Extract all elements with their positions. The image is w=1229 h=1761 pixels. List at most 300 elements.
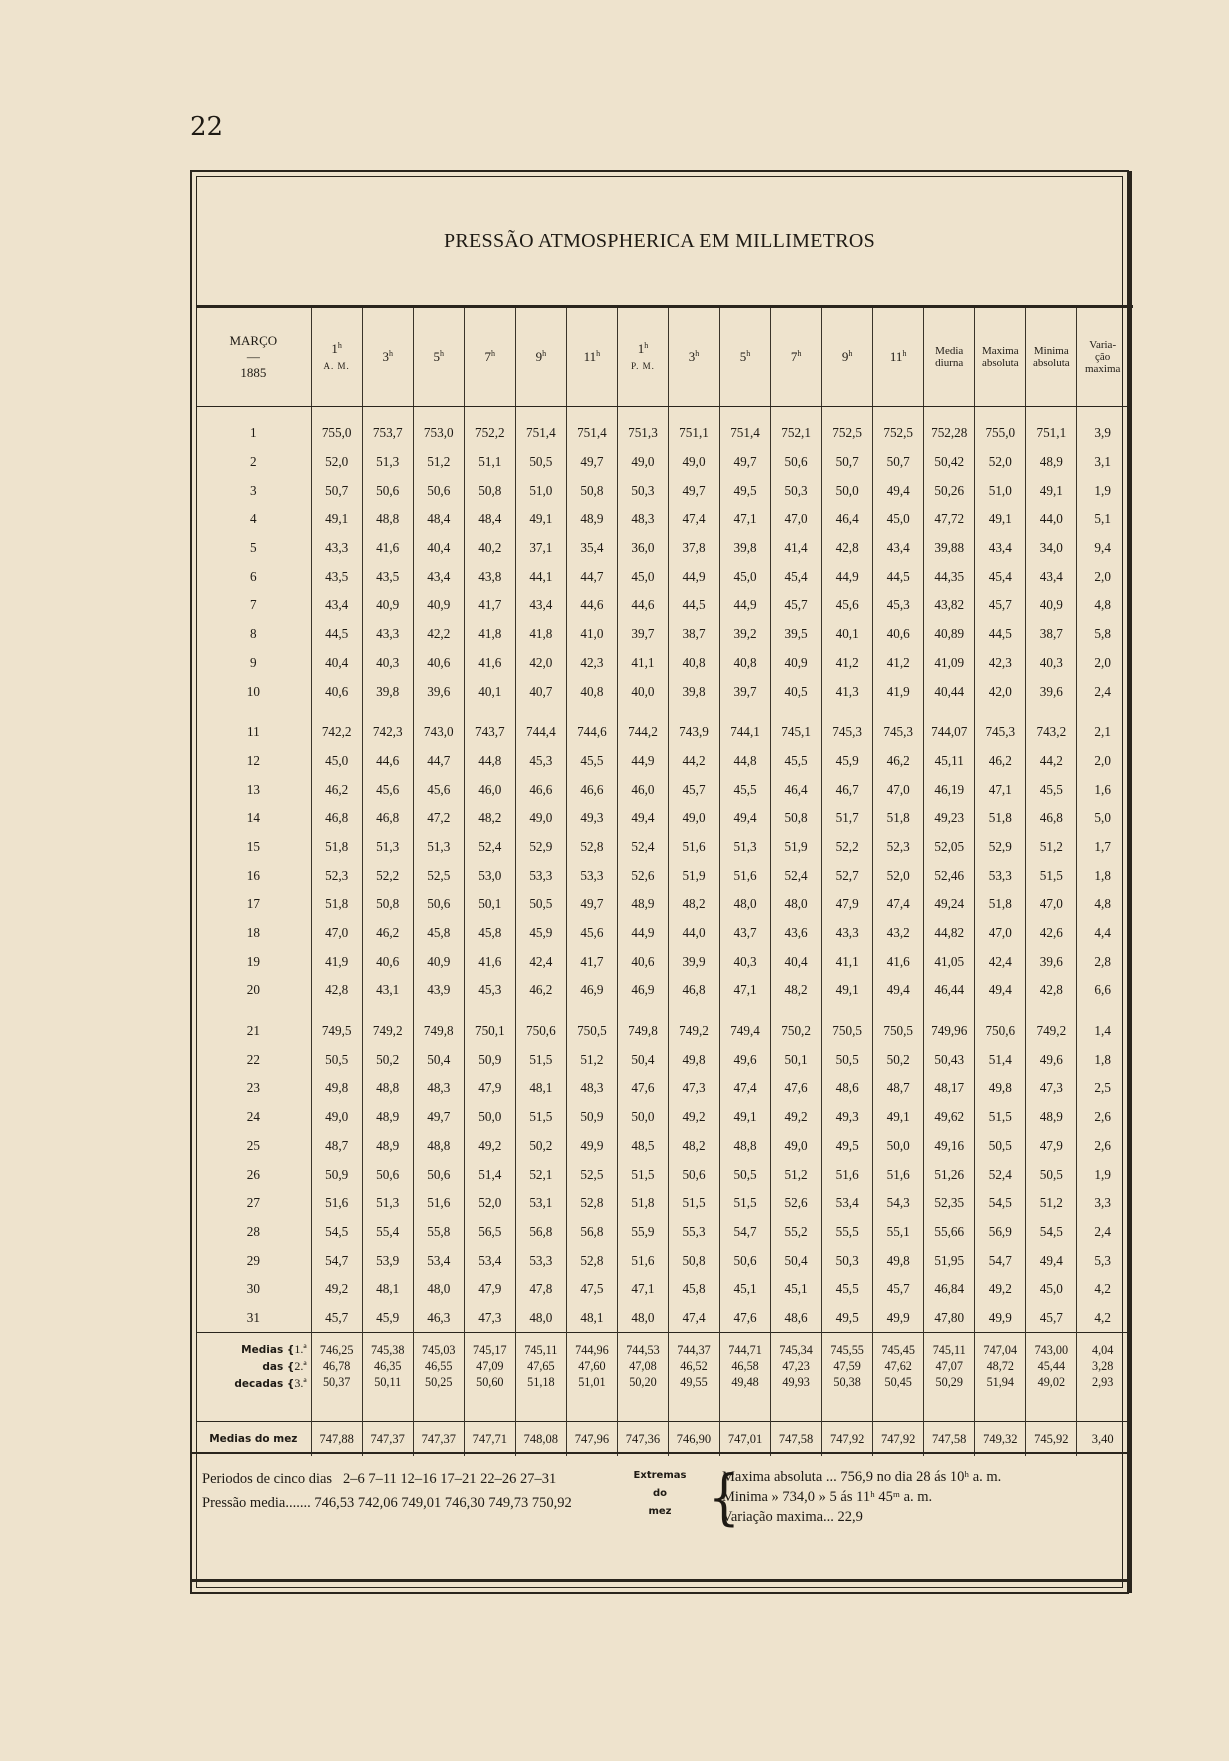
decade-mean-cell: 745,38 46,35 50,11 [362,1333,413,1400]
value-cell: 3,3 [1077,1189,1128,1218]
value-cell: 47,3 [668,1074,719,1103]
value-cell: 49,1 [515,505,566,534]
value-cell: 40,8 [720,649,771,678]
value-cell: 40,8 [566,677,617,706]
day-cell: 25 [246,1137,260,1153]
day-cell: 30 [246,1281,260,1297]
value-cell: 52,2 [362,861,413,890]
value-cell: 40,6 [617,947,668,976]
extremas-var: Variação maxima... 22,9 [722,1509,863,1525]
month-mean-cell: 747,36 [617,1422,668,1457]
day-cell: 17 [246,896,260,912]
day-cell: 6 [250,568,257,584]
value-cell: 5,8 [1077,620,1128,649]
value-cell: 41,6 [464,947,515,976]
table-row [196,1074,1128,1103]
value-cell: 49,1 [822,976,873,1005]
value-cell: 45,11 [924,747,975,776]
extremas-block [722,1467,1001,1527]
header-row [196,308,1128,407]
decade-mean-cell: 744,53 47,08 50,20 [617,1333,668,1400]
table-row [196,919,1128,948]
value-cell: 49,4 [975,976,1026,1005]
value-cell: 50,26 [924,476,975,505]
value-cell: 40,9 [771,649,822,678]
value-cell: 45,1 [771,1275,822,1304]
value-cell: 49,4 [1026,1246,1077,1275]
value-cell: 48,0 [413,1275,464,1304]
value-cell: 751,4 [720,419,771,448]
value-cell: 54,3 [873,1189,924,1218]
value-cell: 45,7 [975,591,1026,620]
value-cell: 42,4 [515,947,566,976]
value-cell: 51,6 [311,1189,362,1218]
value-cell: 42,8 [1026,976,1077,1005]
value-cell: 54,7 [975,1246,1026,1275]
value-cell: 45,7 [771,591,822,620]
value-cell: 45,5 [771,747,822,776]
value-cell: 47,1 [617,1275,668,1304]
value-cell: 51,5 [1026,861,1077,890]
table-row [196,505,1128,534]
value-cell: 749,8 [413,1017,464,1046]
value-cell: 39,6 [1026,947,1077,976]
value-cell: 46,9 [566,976,617,1005]
value-cell: 51,2 [1026,833,1077,862]
periods-block [202,1467,572,1515]
value-cell: 40,1 [822,620,873,649]
value-cell: 50,2 [362,1045,413,1074]
header-col-3am: 3$^h$ [362,308,413,407]
value-cell: 47,4 [720,1074,771,1103]
value-cell: 54,7 [720,1218,771,1247]
table-row [196,1103,1128,1132]
value-cell: 751,1 [1026,419,1077,448]
value-cell: 744,6 [566,718,617,747]
value-cell: 46,84 [924,1275,975,1304]
day-cell: 3 [250,482,257,498]
day-cell: 4 [250,511,257,527]
value-cell: 50,3 [771,476,822,505]
value-cell: 46,6 [515,775,566,804]
value-cell: 43,82 [924,591,975,620]
value-cell: 45,0 [873,505,924,534]
value-cell: 48,9 [1026,448,1077,477]
value-cell: 40,2 [464,534,515,563]
value-cell: 44,8 [464,747,515,776]
table-row [196,1218,1128,1247]
value-cell: 41,6 [362,534,413,563]
value-cell: 51,2 [566,1045,617,1074]
value-cell: 48,9 [1026,1103,1077,1132]
value-cell: 46,3 [413,1304,464,1333]
value-cell: 749,4 [720,1017,771,1046]
value-cell: 48,2 [668,890,719,919]
value-cell: 44,6 [617,591,668,620]
value-cell: 44,5 [311,620,362,649]
value-cell: 42,0 [975,677,1026,706]
header-month-label: MARÇO [229,333,278,348]
value-cell: 46,2 [873,747,924,776]
month-mean-cell: 747,88 [311,1422,362,1457]
value-cell: 2,0 [1077,649,1128,678]
value-cell: 46,8 [362,804,413,833]
value-cell: 46,8 [668,976,719,1005]
decade-mean-cell: 746,25 46,78 50,37 [311,1333,362,1400]
value-cell: 47,2 [413,804,464,833]
footer-rule [192,1452,1127,1454]
table-frame [190,170,1129,1594]
value-cell: 2,0 [1077,562,1128,591]
header-minima: Minima absoluta [1026,308,1077,407]
value-cell: 47,6 [720,1304,771,1333]
header-col-11am: 11$^h$ [566,308,617,407]
value-cell: 47,4 [668,1304,719,1333]
value-cell: 51,6 [720,861,771,890]
value-cell: 51,3 [362,1189,413,1218]
page-number: 22 [190,112,224,142]
value-cell: 39,8 [720,534,771,563]
value-cell: 744,1 [720,718,771,747]
value-cell: 2,6 [1077,1132,1128,1161]
value-cell: 51,5 [515,1045,566,1074]
value-cell: 46,8 [311,804,362,833]
value-cell: 47,0 [771,505,822,534]
value-cell: 40,7 [515,677,566,706]
value-cell: 755,0 [311,419,362,448]
value-cell: 41,6 [464,649,515,678]
value-cell: 43,3 [311,534,362,563]
value-cell: 42,3 [975,649,1026,678]
value-cell: 49,9 [566,1132,617,1161]
value-cell: 51,1 [464,448,515,477]
value-cell: 2,1 [1077,718,1128,747]
value-cell: 742,2 [311,718,362,747]
value-cell: 51,9 [771,833,822,862]
value-cell: 47,4 [668,505,719,534]
value-cell: 39,5 [771,620,822,649]
value-cell: 749,2 [1026,1017,1077,1046]
value-cell: 50,6 [771,448,822,477]
decade-mean-cell: 745,11 47,65 51,18 [515,1333,566,1400]
value-cell: 50,0 [617,1103,668,1132]
value-cell: 37,1 [515,534,566,563]
value-cell: 50,6 [720,1246,771,1275]
value-cell: 48,3 [413,1074,464,1103]
value-cell: 51,4 [975,1045,1026,1074]
value-cell: 43,4 [873,534,924,563]
header-year: 1885 [240,365,267,380]
value-cell: 51,2 [413,448,464,477]
value-cell: 44,1 [515,562,566,591]
value-cell: 40,0 [617,677,668,706]
month-means-label: Medias do mez [196,1422,311,1457]
pressure-table [196,308,1128,1456]
value-cell: 45,9 [515,919,566,948]
day-cell: 16 [246,867,260,883]
value-cell: 39,8 [668,677,719,706]
value-cell: 47,80 [924,1304,975,1333]
value-cell: 1,9 [1077,1160,1128,1189]
value-cell: 50,5 [822,1045,873,1074]
value-cell: 49,1 [720,1103,771,1132]
value-cell: 38,7 [668,620,719,649]
value-cell: 48,6 [771,1304,822,1333]
value-cell: 42,8 [311,976,362,1005]
value-cell: 45,8 [413,919,464,948]
value-cell: 48,0 [771,890,822,919]
value-cell: 50,7 [822,448,873,477]
value-cell: 49,2 [771,1103,822,1132]
value-cell: 744,07 [924,718,975,747]
value-cell: 40,1 [464,677,515,706]
decade-mean-cell: 745,34 47,23 49,93 [771,1333,822,1400]
value-cell: 52,8 [566,1246,617,1275]
value-cell: 50,2 [873,1045,924,1074]
value-cell: 54,5 [975,1189,1026,1218]
value-cell: 52,0 [464,1189,515,1218]
value-cell: 47,6 [617,1074,668,1103]
value-cell: 47,0 [873,775,924,804]
table-row [196,591,1128,620]
value-cell: 49,0 [668,448,719,477]
month-mean-cell: 747,58 [924,1422,975,1457]
value-cell: 45,6 [822,591,873,620]
value-cell: 51,5 [617,1160,668,1189]
value-cell: 52,4 [771,861,822,890]
value-cell: 51,6 [617,1246,668,1275]
value-cell: 4,8 [1077,890,1128,919]
month-mean-cell: 748,08 [515,1422,566,1457]
value-cell: 50,0 [822,476,873,505]
value-cell: 50,6 [668,1160,719,1189]
value-cell: 47,4 [873,890,924,919]
value-cell: 51,3 [362,448,413,477]
value-cell: 44,8 [720,747,771,776]
value-cell: 49,9 [873,1304,924,1333]
value-cell: 1,8 [1077,1045,1128,1074]
value-cell: 44,6 [566,591,617,620]
header-col-5pm: 5$^h$ [720,308,771,407]
value-cell: 45,4 [771,562,822,591]
value-cell: 52,6 [617,861,668,890]
value-cell: 44,9 [617,919,668,948]
month-mean-cell: 747,71 [464,1422,515,1457]
value-cell: 50,6 [362,476,413,505]
decade-mean-cell: 744,71 46,58 49,48 [720,1333,771,1400]
value-cell: 49,5 [720,476,771,505]
value-cell: 50,3 [822,1246,873,1275]
value-cell: 48,1 [362,1275,413,1304]
month-mean-cell: 747,96 [566,1422,617,1457]
extremas-label: Extremas do mez [633,1470,687,1517]
value-cell: 49,24 [924,890,975,919]
value-cell: 39,2 [720,620,771,649]
value-cell: 50,5 [515,448,566,477]
day-cell: 2 [250,454,257,470]
value-cell: 50,5 [515,890,566,919]
value-cell: 41,09 [924,649,975,678]
value-cell: 749,5 [311,1017,362,1046]
value-cell: 43,3 [362,620,413,649]
value-cell: 48,3 [566,1074,617,1103]
periods-line: Periodos de cinco dias 2–6 7–11 12–16 17–21 22–26 27–31 [202,1471,557,1487]
value-cell: 50,9 [566,1103,617,1132]
value-cell: 750,5 [822,1017,873,1046]
value-cell: 48,2 [771,976,822,1005]
value-cell: 49,0 [771,1132,822,1161]
value-cell: 51,95 [924,1246,975,1275]
value-cell: 50,4 [617,1045,668,1074]
value-cell: 40,4 [413,534,464,563]
day-cell: 21 [246,1023,260,1039]
value-cell: 50,6 [413,1160,464,1189]
value-cell: 53,9 [362,1246,413,1275]
value-cell: 48,3 [617,505,668,534]
value-cell: 48,2 [464,804,515,833]
value-cell: 49,0 [668,804,719,833]
value-cell: 55,4 [362,1218,413,1247]
value-cell: 46,4 [771,775,822,804]
value-cell: 49,3 [822,1103,873,1132]
value-cell: 51,8 [617,1189,668,1218]
table-row [196,775,1128,804]
value-cell: 47,1 [975,775,1026,804]
value-cell: 45,9 [362,1304,413,1333]
value-cell: 49,2 [464,1132,515,1161]
value-cell: 45,3 [464,976,515,1005]
header-col-7am: 7$^h$ [464,308,515,407]
value-cell: 752,28 [924,419,975,448]
value-cell: 751,4 [515,419,566,448]
day-cell: 14 [246,810,260,826]
value-cell: 53,3 [566,861,617,890]
table-row [196,476,1128,505]
value-cell: 48,4 [464,505,515,534]
value-cell: 50,1 [464,890,515,919]
value-cell: 40,4 [311,649,362,678]
value-cell: 52,8 [566,1189,617,1218]
table-row [196,1132,1128,1161]
value-cell: 49,62 [924,1103,975,1132]
value-cell: 42,8 [822,534,873,563]
table-row [196,804,1128,833]
value-cell: 41,8 [515,620,566,649]
day-cell: 24 [246,1109,260,1125]
value-cell: 48,4 [413,505,464,534]
table-row [196,833,1128,862]
day-cell: 13 [246,781,260,797]
value-cell: 48,8 [413,1132,464,1161]
value-cell: 45,6 [362,775,413,804]
value-cell: 49,1 [311,505,362,534]
header-col-9am: 9$^h$ [515,308,566,407]
table-row [196,677,1128,706]
value-cell: 48,0 [617,1304,668,1333]
value-cell: 46,2 [975,747,1026,776]
value-cell: 56,9 [975,1218,1026,1247]
brace-icon: { [708,1462,740,1532]
day-cell: 23 [246,1080,260,1096]
value-cell: 43,4 [1026,562,1077,591]
day-cell: 11 [246,724,260,740]
value-cell: 51,4 [464,1160,515,1189]
value-cell: 45,6 [566,919,617,948]
value-cell: 51,0 [975,476,1026,505]
value-cell: 55,3 [668,1218,719,1247]
value-cell: 43,3 [822,919,873,948]
value-cell: 46,2 [362,919,413,948]
value-cell: 44,7 [413,747,464,776]
value-cell: 49,2 [311,1275,362,1304]
value-cell: 49,0 [515,804,566,833]
header-col-7pm: 7$^h$ [771,308,822,407]
value-cell: 43,4 [515,591,566,620]
value-cell: 47,9 [464,1074,515,1103]
value-cell: 49,7 [566,448,617,477]
value-cell: 48,7 [873,1074,924,1103]
value-cell: 51,6 [668,833,719,862]
value-cell: 2,0 [1077,747,1128,776]
decade-mean-cell: 745,55 47,59 50,38 [822,1333,873,1400]
value-cell: 49,0 [617,448,668,477]
value-cell: 39,88 [924,534,975,563]
value-cell: 749,96 [924,1017,975,1046]
value-cell: 51,3 [413,833,464,862]
value-cell: 41,9 [311,947,362,976]
value-cell: 749,8 [617,1017,668,1046]
value-cell: 54,7 [311,1246,362,1275]
value-cell: 43,9 [413,976,464,1005]
value-cell: 50,5 [1026,1160,1077,1189]
value-cell: 48,17 [924,1074,975,1103]
value-cell: 52,8 [566,833,617,862]
value-cell: 752,1 [771,419,822,448]
header-month [196,308,311,407]
value-cell: 46,2 [515,976,566,1005]
value-cell: 40,9 [413,591,464,620]
value-cell: 751,1 [668,419,719,448]
value-cell: 56,8 [566,1218,617,1247]
value-cell: 744,2 [617,718,668,747]
value-cell: 51,26 [924,1160,975,1189]
value-cell: 48,6 [822,1074,873,1103]
value-cell: 52,0 [975,448,1026,477]
value-cell: 41,9 [873,677,924,706]
value-cell: 45,5 [566,747,617,776]
value-cell: 39,8 [362,677,413,706]
value-cell: 50,4 [771,1246,822,1275]
value-cell: 4,8 [1077,591,1128,620]
value-cell: 3,1 [1077,448,1128,477]
value-cell: 5,3 [1077,1246,1128,1275]
value-cell: 45,6 [413,775,464,804]
value-cell: 43,1 [362,976,413,1005]
value-cell: 749,2 [362,1017,413,1046]
table-row [196,649,1128,678]
table-row [196,1045,1128,1074]
value-cell: 743,2 [1026,718,1077,747]
value-cell: 44,9 [822,562,873,591]
value-cell: 51,0 [515,476,566,505]
month-mean-cell: 747,92 [822,1422,873,1457]
header-variacao: Varia- ção maxima [1077,308,1128,407]
value-cell: 49,7 [668,476,719,505]
month-mean-cell: 3,40 [1077,1422,1128,1457]
value-cell: 9,4 [1077,534,1128,563]
value-cell: 2,4 [1077,677,1128,706]
value-cell: 753,0 [413,419,464,448]
